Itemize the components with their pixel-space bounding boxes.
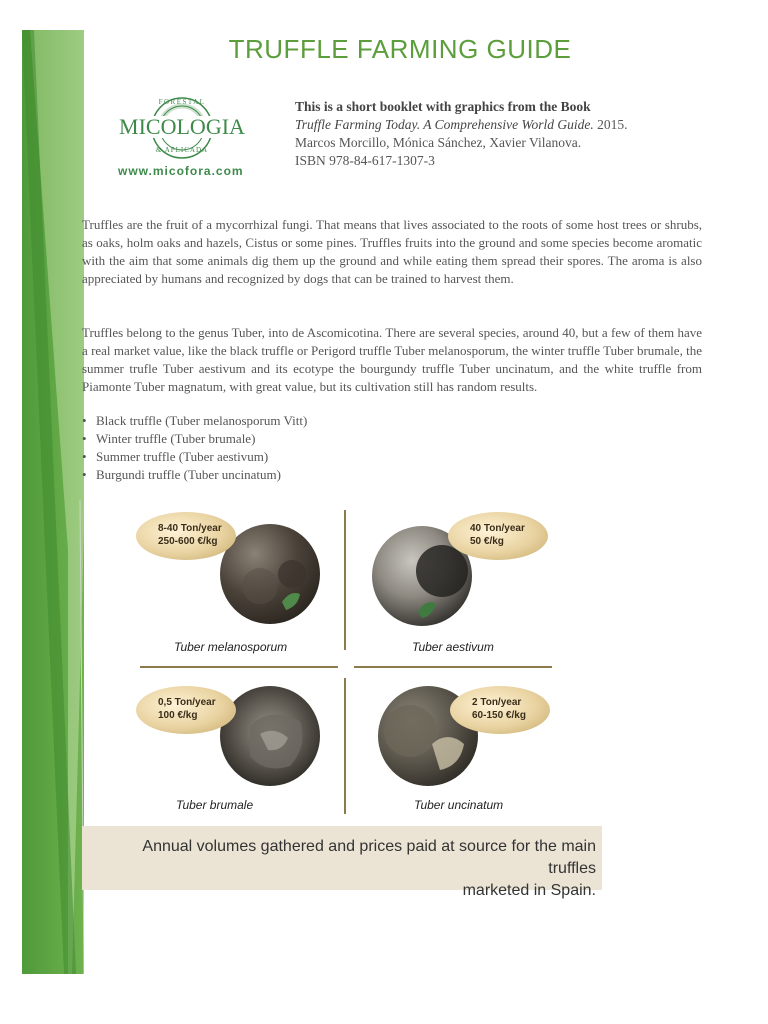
logo-bottom-arc-text: & APLICADA bbox=[155, 146, 209, 154]
book-authors: Marcos Morcillo, Mónica Sánchez, Xavier Vilanova. bbox=[295, 135, 582, 150]
volume-label: 0,5 Ton/year bbox=[158, 697, 216, 708]
price-label: 250-600 €/kg bbox=[158, 536, 218, 547]
species-label-brumale: Tuber brumale bbox=[176, 798, 254, 812]
truffle-infographic bbox=[82, 498, 602, 899]
book-info bbox=[295, 98, 715, 170]
badge-melanosporum bbox=[136, 512, 236, 560]
book-year: 2015. bbox=[593, 117, 628, 132]
intro-paragraph: Truffles are the fruit of a mycorrhizal fungi. That means that lives associated to the roots of some host trees or shrubs, as oaks, holm oaks and hazels, Cistus or some pines. Truffles fruits into the ground and some species become aromatic with the aim that some animals dig them up the ground and while eating them spread their spores. The aroma is also appreciated by humans and recognized by dogs that can be trained to harvest them. bbox=[82, 217, 702, 286]
infographic-caption bbox=[82, 826, 602, 899]
species-label-aestivum: Tuber aestivum bbox=[412, 640, 494, 654]
species-label-uncinatum: Tuber uncinatum bbox=[414, 798, 504, 812]
book-isbn: ISBN 978-84-617-1307-3 bbox=[295, 153, 435, 168]
caption-line-1: Annual volumes gathered and prices paid at source for the main truffles bbox=[142, 838, 596, 877]
badge-brumale bbox=[136, 686, 236, 734]
logo-wordmark: MICOLOGIA bbox=[119, 114, 245, 139]
badge-aestivum bbox=[448, 512, 548, 560]
volume-label: 40 Ton/year bbox=[470, 523, 525, 534]
price-label: 50 €/kg bbox=[470, 536, 504, 547]
list-item: • Black truffle (Tuber melanosporum Vitt) bbox=[82, 412, 307, 430]
divider-vertical-top bbox=[344, 510, 346, 650]
badge-uncinatum bbox=[450, 686, 550, 734]
logo-url: www.micofora.com bbox=[118, 164, 244, 178]
list-item: • Winter truffle (Tuber brumale) bbox=[82, 430, 307, 448]
left-green-stripe bbox=[22, 30, 84, 974]
divider-horizontal-right bbox=[354, 666, 552, 668]
book-title-line bbox=[295, 116, 715, 134]
divider-horizontal-left bbox=[140, 666, 338, 668]
volume-label: 2 Ton/year bbox=[472, 697, 522, 708]
list-item: • Summer truffle (Tuber aestivum) bbox=[82, 448, 307, 466]
book-title: Truffle Farming Today. A Comprehensive World Guide. bbox=[295, 117, 594, 132]
list-item: • Burgundi truffle (Tuber uncinatum) bbox=[82, 466, 307, 484]
price-label: 60-150 €/kg bbox=[472, 710, 526, 721]
caption-text bbox=[106, 836, 596, 902]
truffle-list bbox=[82, 412, 307, 484]
price-label: 100 €/kg bbox=[158, 710, 198, 721]
volume-label: 8-40 Ton/year bbox=[158, 523, 222, 534]
page-title: TRUFFLE FARMING GUIDE bbox=[228, 34, 572, 64]
species-label-melanosporum: Tuber melanosporum bbox=[174, 640, 288, 654]
logo-top-arc-text: FORESTAL bbox=[158, 98, 206, 106]
book-intro: This is a short booklet with graphics from the Book bbox=[295, 99, 591, 114]
species-paragraph: Truffles belong to the genus Tuber, into de Ascomicotina. There are several species, around 40, but a few of them have a real market value, like the black truffle or Perigord truffle Tuber melanosporum, the winter truffle Tuber brumale, the summer trufle Tuber aestivum and its ecotype the bourgundy truffle Tuber uncinatum, and the white truffle from Piamonte Tuber magnatum, with great value, but its cultivation still has random results. bbox=[82, 325, 702, 394]
caption-line-2: marketed in Spain. bbox=[462, 882, 596, 899]
divider-vertical-bottom bbox=[344, 678, 346, 814]
